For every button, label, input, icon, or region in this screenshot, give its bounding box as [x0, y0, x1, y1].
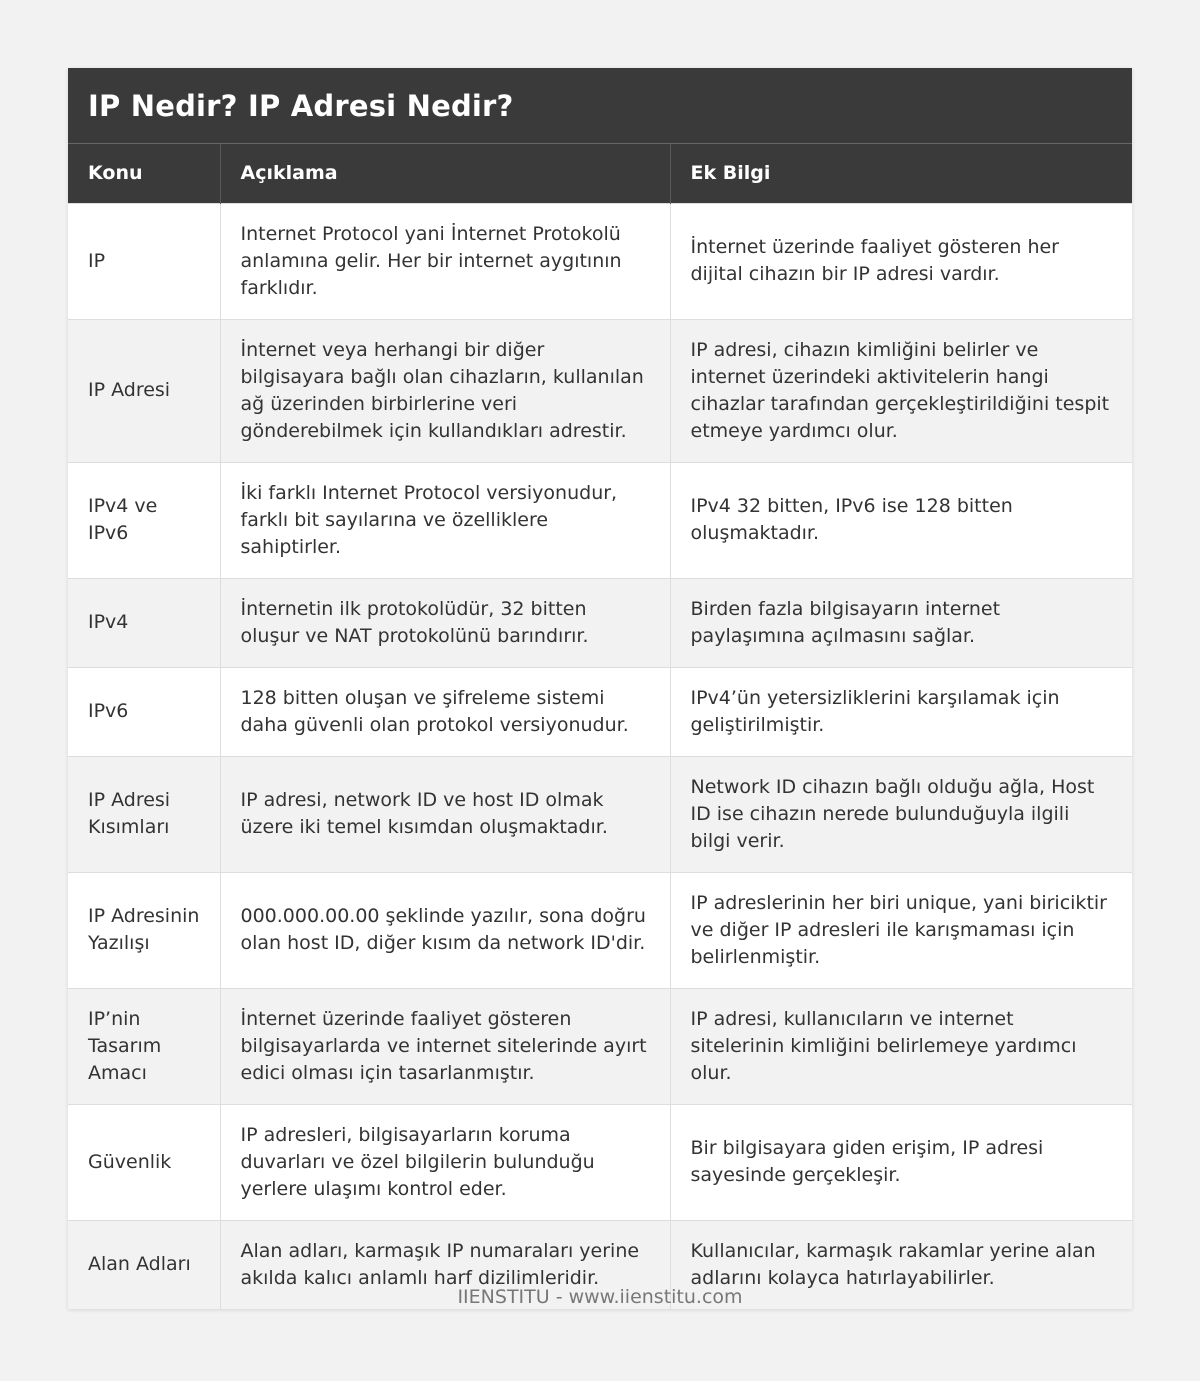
cell-ek-bilgi: Birden fazla bilgisayarın internet paylaşımına açılmasını sağlar.	[670, 578, 1132, 667]
table-header-row	[68, 144, 1132, 203]
cell-konu: Alan Adları	[68, 1220, 220, 1309]
cell-aciklama: İnternetin ilk protokolüdür, 32 bitten oluşur ve NAT protokolünü barındırır.	[220, 578, 670, 667]
footer-credit: IIENSTITU - www.iienstitu.com	[457, 1286, 743, 1308]
header-ek-bilgi: Ek Bilgi	[670, 144, 1132, 203]
cell-ek-bilgi: IP adresi, kullanıcıların ve internet sitelerinin kimliğini belirlemeye yardımcı olur.	[670, 988, 1132, 1104]
cell-ek-bilgi: IPv4’ün yetersizliklerini karşılamak için geliştirilmiştir.	[670, 667, 1132, 756]
cell-konu: IPv6	[68, 667, 220, 756]
cell-ek-bilgi: Network ID cihazın bağlı olduğu ağla, Host ID ise cihazın nerede bulunduğuyla ilgili bilgi verir.	[670, 756, 1132, 872]
table-row	[68, 578, 1132, 667]
cell-ek-bilgi: IP adresi, cihazın kimliğini belirler ve internet üzerindeki aktivitelerin hangi cihazlar tarafından gerçekleştirildiğini tespit etmeye yardımcı olur.	[670, 319, 1132, 462]
table-row	[68, 667, 1132, 756]
cell-ek-bilgi: Bir bilgisayara giden erişim, IP adresi sayesinde gerçekleşir.	[670, 1104, 1132, 1220]
cell-aciklama: Alan adları, karmaşık IP numaraları yerine akılda kalıcı anlamlı harf dizilimleridir.	[220, 1220, 670, 1309]
cell-konu: IP Adresinin Yazılışı	[68, 872, 220, 988]
cell-konu: Güvenlik	[68, 1104, 220, 1220]
table-row	[68, 756, 1132, 872]
cell-aciklama: 128 bitten oluşan ve şifreleme sistemi daha güvenli olan protokol versiyonudur.	[220, 667, 670, 756]
header-konu: Konu	[68, 144, 220, 203]
cell-ek-bilgi: Kullanıcılar, karmaşık rakamlar yerine alan adlarını kolayca hatırlayabilirler.	[670, 1220, 1132, 1309]
cell-konu: IP Adresi	[68, 319, 220, 462]
info-table	[68, 144, 1132, 1309]
cell-ek-bilgi: IP adreslerinin her biri unique, yani biriciktir ve diğer IP adresleri ile karışmaması için belirlenmiştir.	[670, 872, 1132, 988]
cell-aciklama: IP adresi, network ID ve host ID olmak üzere iki temel kısımdan oluşmaktadır.	[220, 756, 670, 872]
cell-konu: IPv4	[68, 578, 220, 667]
page-title: IP Nedir? IP Adresi Nedir?	[88, 88, 514, 123]
table-row	[68, 462, 1132, 578]
cell-konu: IPv4 ve IPv6	[68, 462, 220, 578]
cell-konu: IP Adresi Kısımları	[68, 756, 220, 872]
table-row	[68, 988, 1132, 1104]
cell-aciklama: İki farklı Internet Protocol versiyonudur, farklı bit sayılarına ve özelliklere sahiptirler.	[220, 462, 670, 578]
cell-aciklama: Internet Protocol yani İnternet Protokolü anlamına gelir. Her bir internet aygıtının farklıdır.	[220, 203, 670, 319]
title-bar	[68, 68, 1132, 144]
header-aciklama: Açıklama	[220, 144, 670, 203]
cell-aciklama: İnternet veya herhangi bir diğer bilgisayara bağlı olan cihazların, kullanılan ağ üzerinden birbirlerine veri gönderebilmek için kullandıkları adrestir.	[220, 319, 670, 462]
cell-aciklama: IP adresleri, bilgisayarların koruma duvarları ve özel bilgilerin bulunduğu yerlere ulaşımı kontrol eder.	[220, 1104, 670, 1220]
table-row	[68, 1104, 1132, 1220]
cell-aciklama: İnternet üzerinde faaliyet gösteren bilgisayarlarda ve internet sitelerinde ayırt edici olması için tasarlanmıştır.	[220, 988, 670, 1104]
cell-ek-bilgi: İnternet üzerinde faaliyet gösteren her dijital cihazın bir IP adresi vardır.	[670, 203, 1132, 319]
table-row	[68, 872, 1132, 988]
table-row	[68, 203, 1132, 319]
cell-ek-bilgi: IPv4 32 bitten, IPv6 ise 128 bitten oluşmaktadır.	[670, 462, 1132, 578]
cell-aciklama: 000.000.00.00 şeklinde yazılır, sona doğru olan host ID, diğer kısım da network ID'dir.	[220, 872, 670, 988]
table-row	[68, 319, 1132, 462]
table-card	[68, 68, 1132, 1309]
cell-konu: IP’nin Tasarım Amacı	[68, 988, 220, 1104]
cell-konu: IP	[68, 203, 220, 319]
